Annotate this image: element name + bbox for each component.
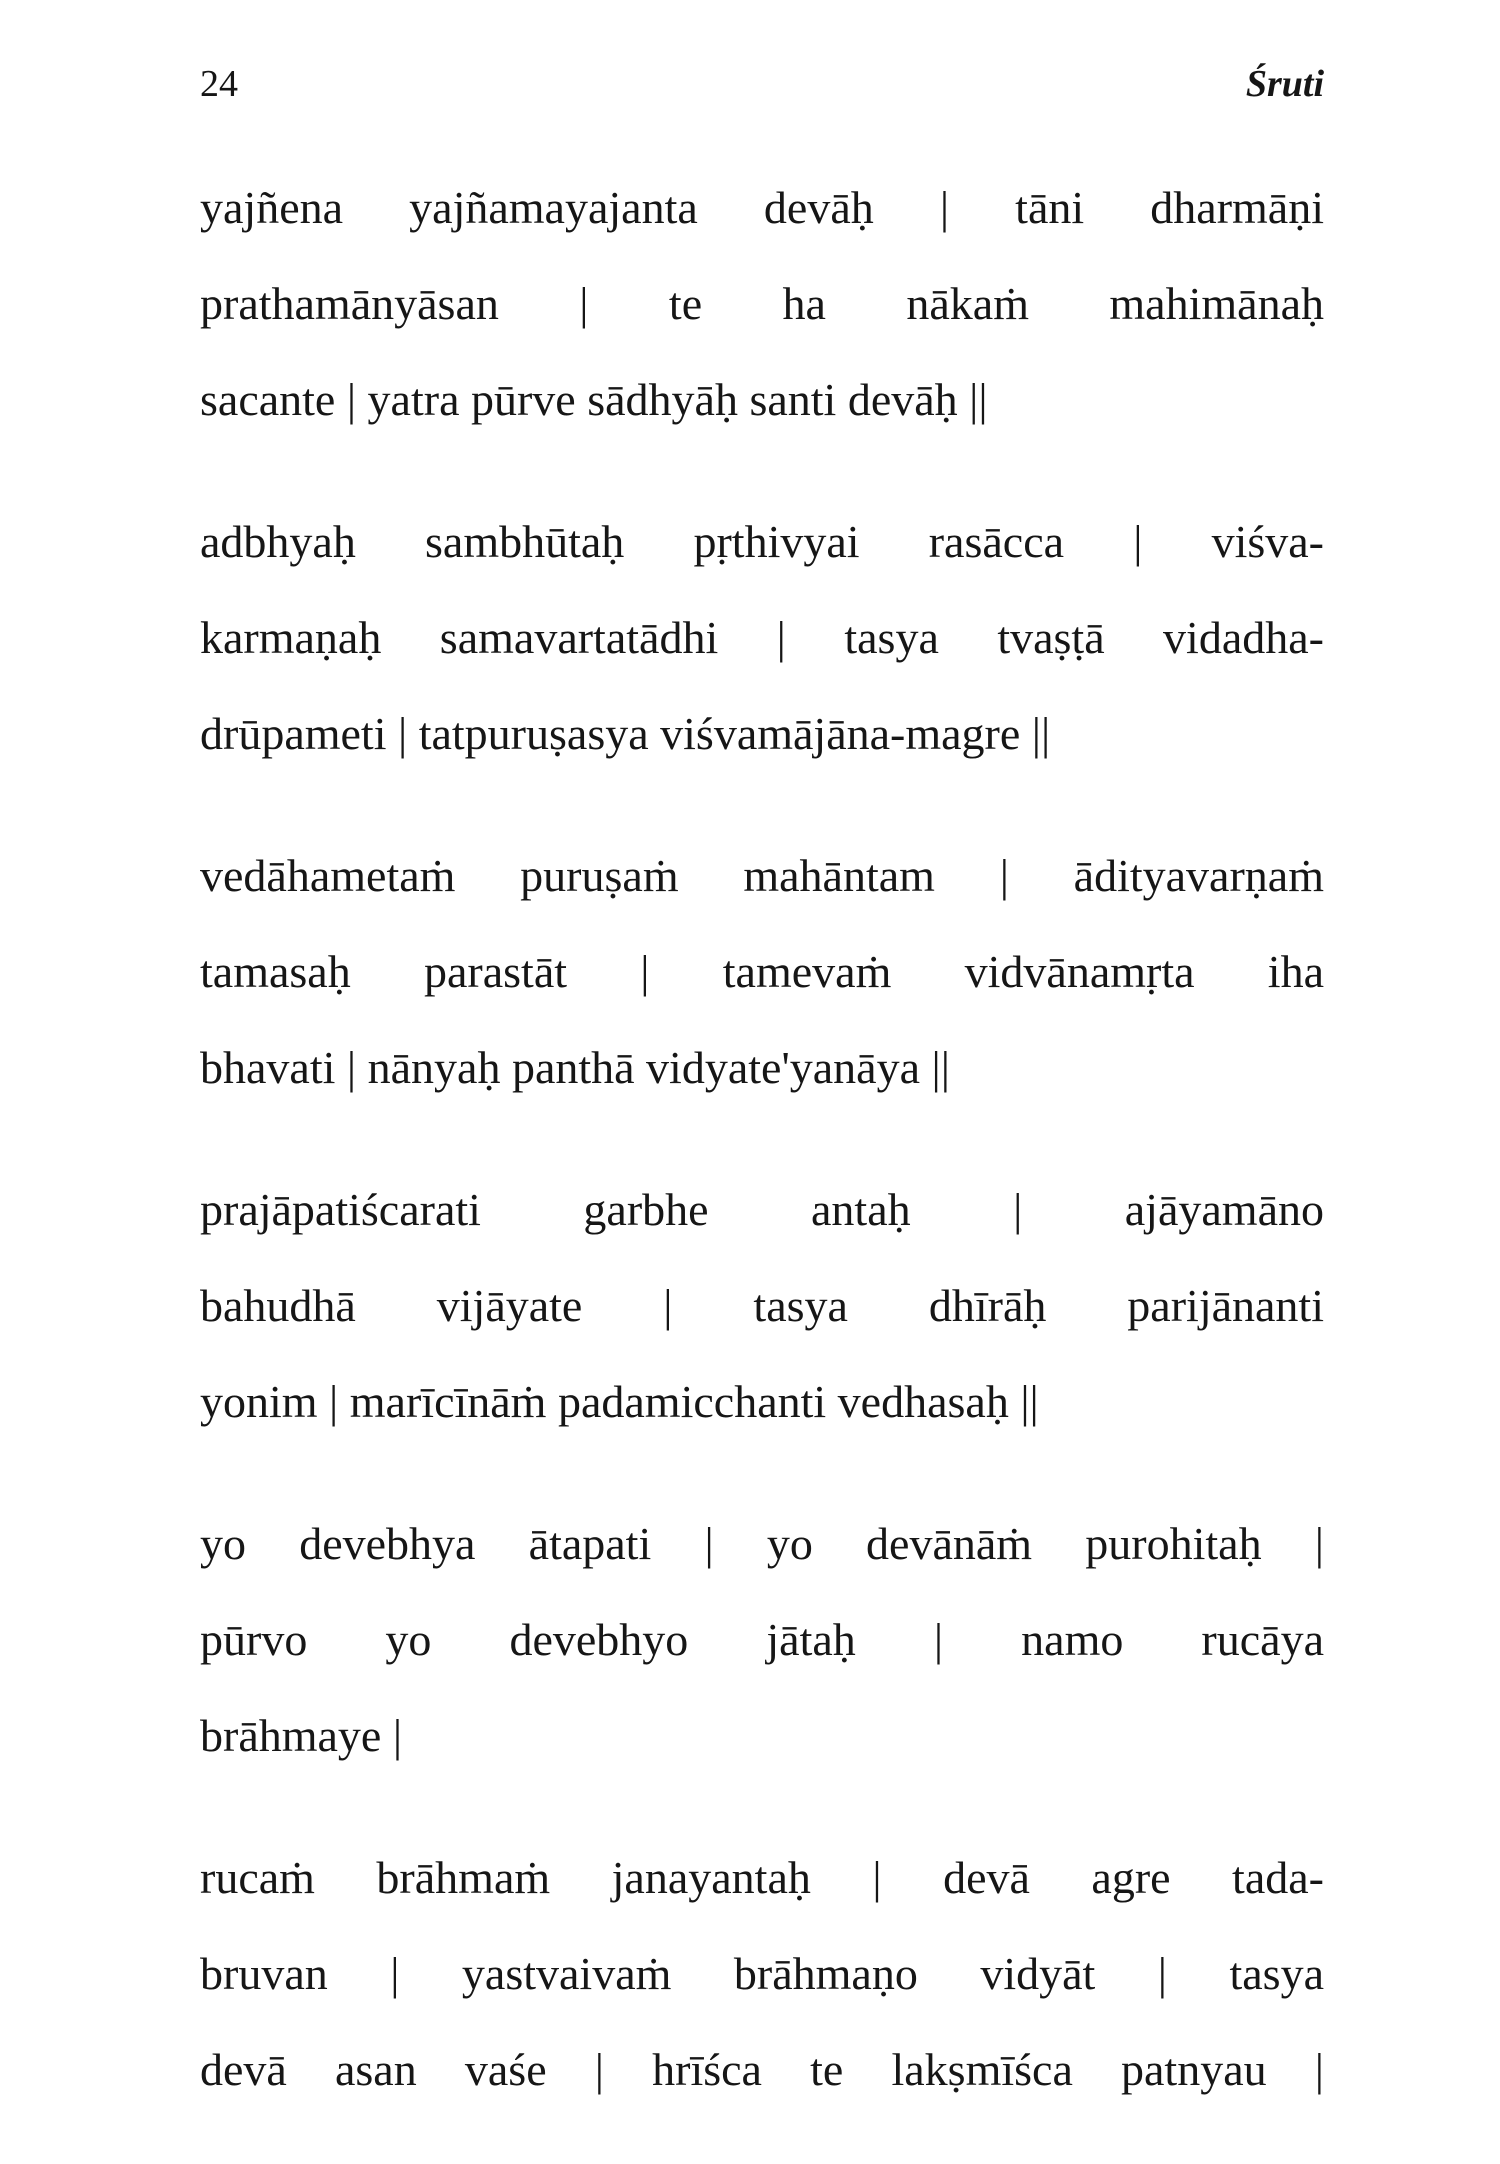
verse-line: karmaṇaḥ samavartatādhi | tasya tvaṣṭā vidadha- xyxy=(200,612,1324,663)
stanza xyxy=(200,1162,1324,1450)
verse-line: yajñena yajñamayajanta devāḥ | tāni dharmāṇi xyxy=(200,182,1324,233)
stanza xyxy=(200,160,1324,448)
verse-line: adbhyaḥ sambhūtaḥ pṛthivyai rasācca | viśva- xyxy=(200,516,1324,567)
verse-line: yo devebhya ātapati | yo devānāṁ purohitaḥ | xyxy=(200,1518,1324,1569)
verse-line: drūpameti | tatpuruṣasya viśvamājāna-magre || xyxy=(200,708,1051,759)
stanza xyxy=(200,828,1324,1116)
verse-line: bahudhā vijāyate | tasya dhīrāḥ parijānanti xyxy=(200,1280,1324,1331)
running-head xyxy=(200,62,1324,122)
page-number: 24 xyxy=(200,63,238,105)
stanza xyxy=(200,1496,1324,1784)
verse-line: yonim | marīcīnāṁ padamicchanti vedhasaḥ || xyxy=(200,1376,1039,1427)
running-title: Śruti xyxy=(1245,63,1324,105)
verse-line: prathamānyāsan | te ha nākaṁ mahimānaḥ xyxy=(200,278,1324,329)
verse-line: bruvan | yastvaivaṁ brāhmaṇo vidyāt | tasya xyxy=(200,1948,1324,1999)
stanza xyxy=(200,494,1324,782)
verse-line: tamasaḥ parastāt | tamevaṁ vidvānamṛta iha xyxy=(200,946,1324,997)
verse-line: brāhmaye | xyxy=(200,1710,403,1761)
verse-line: rucaṁ brāhmaṁ janayantaḥ | devā agre tada- xyxy=(200,1852,1324,1903)
verse-line: devā asan vaśe | hrīśca te lakṣmīśca patnyau | xyxy=(200,2044,1324,2095)
verse-line: pūrvo yo devebhyo jātaḥ | namo rucāya xyxy=(200,1614,1324,1665)
verse-text xyxy=(200,160,1324,2164)
verse-line: prajāpatiścarati garbhe antaḥ | ajāyamāno xyxy=(200,1184,1324,1235)
verse-line: bhavati | nānyaḥ panthā vidyate'yanāya || xyxy=(200,1042,950,1093)
verse-line: sacante | yatra pūrve sādhyāḥ santi devāḥ || xyxy=(200,374,988,425)
verse-line: vedāhametaṁ puruṣaṁ mahāntam | ādityavarṇaṁ xyxy=(200,850,1324,901)
stanza xyxy=(200,1830,1324,2118)
